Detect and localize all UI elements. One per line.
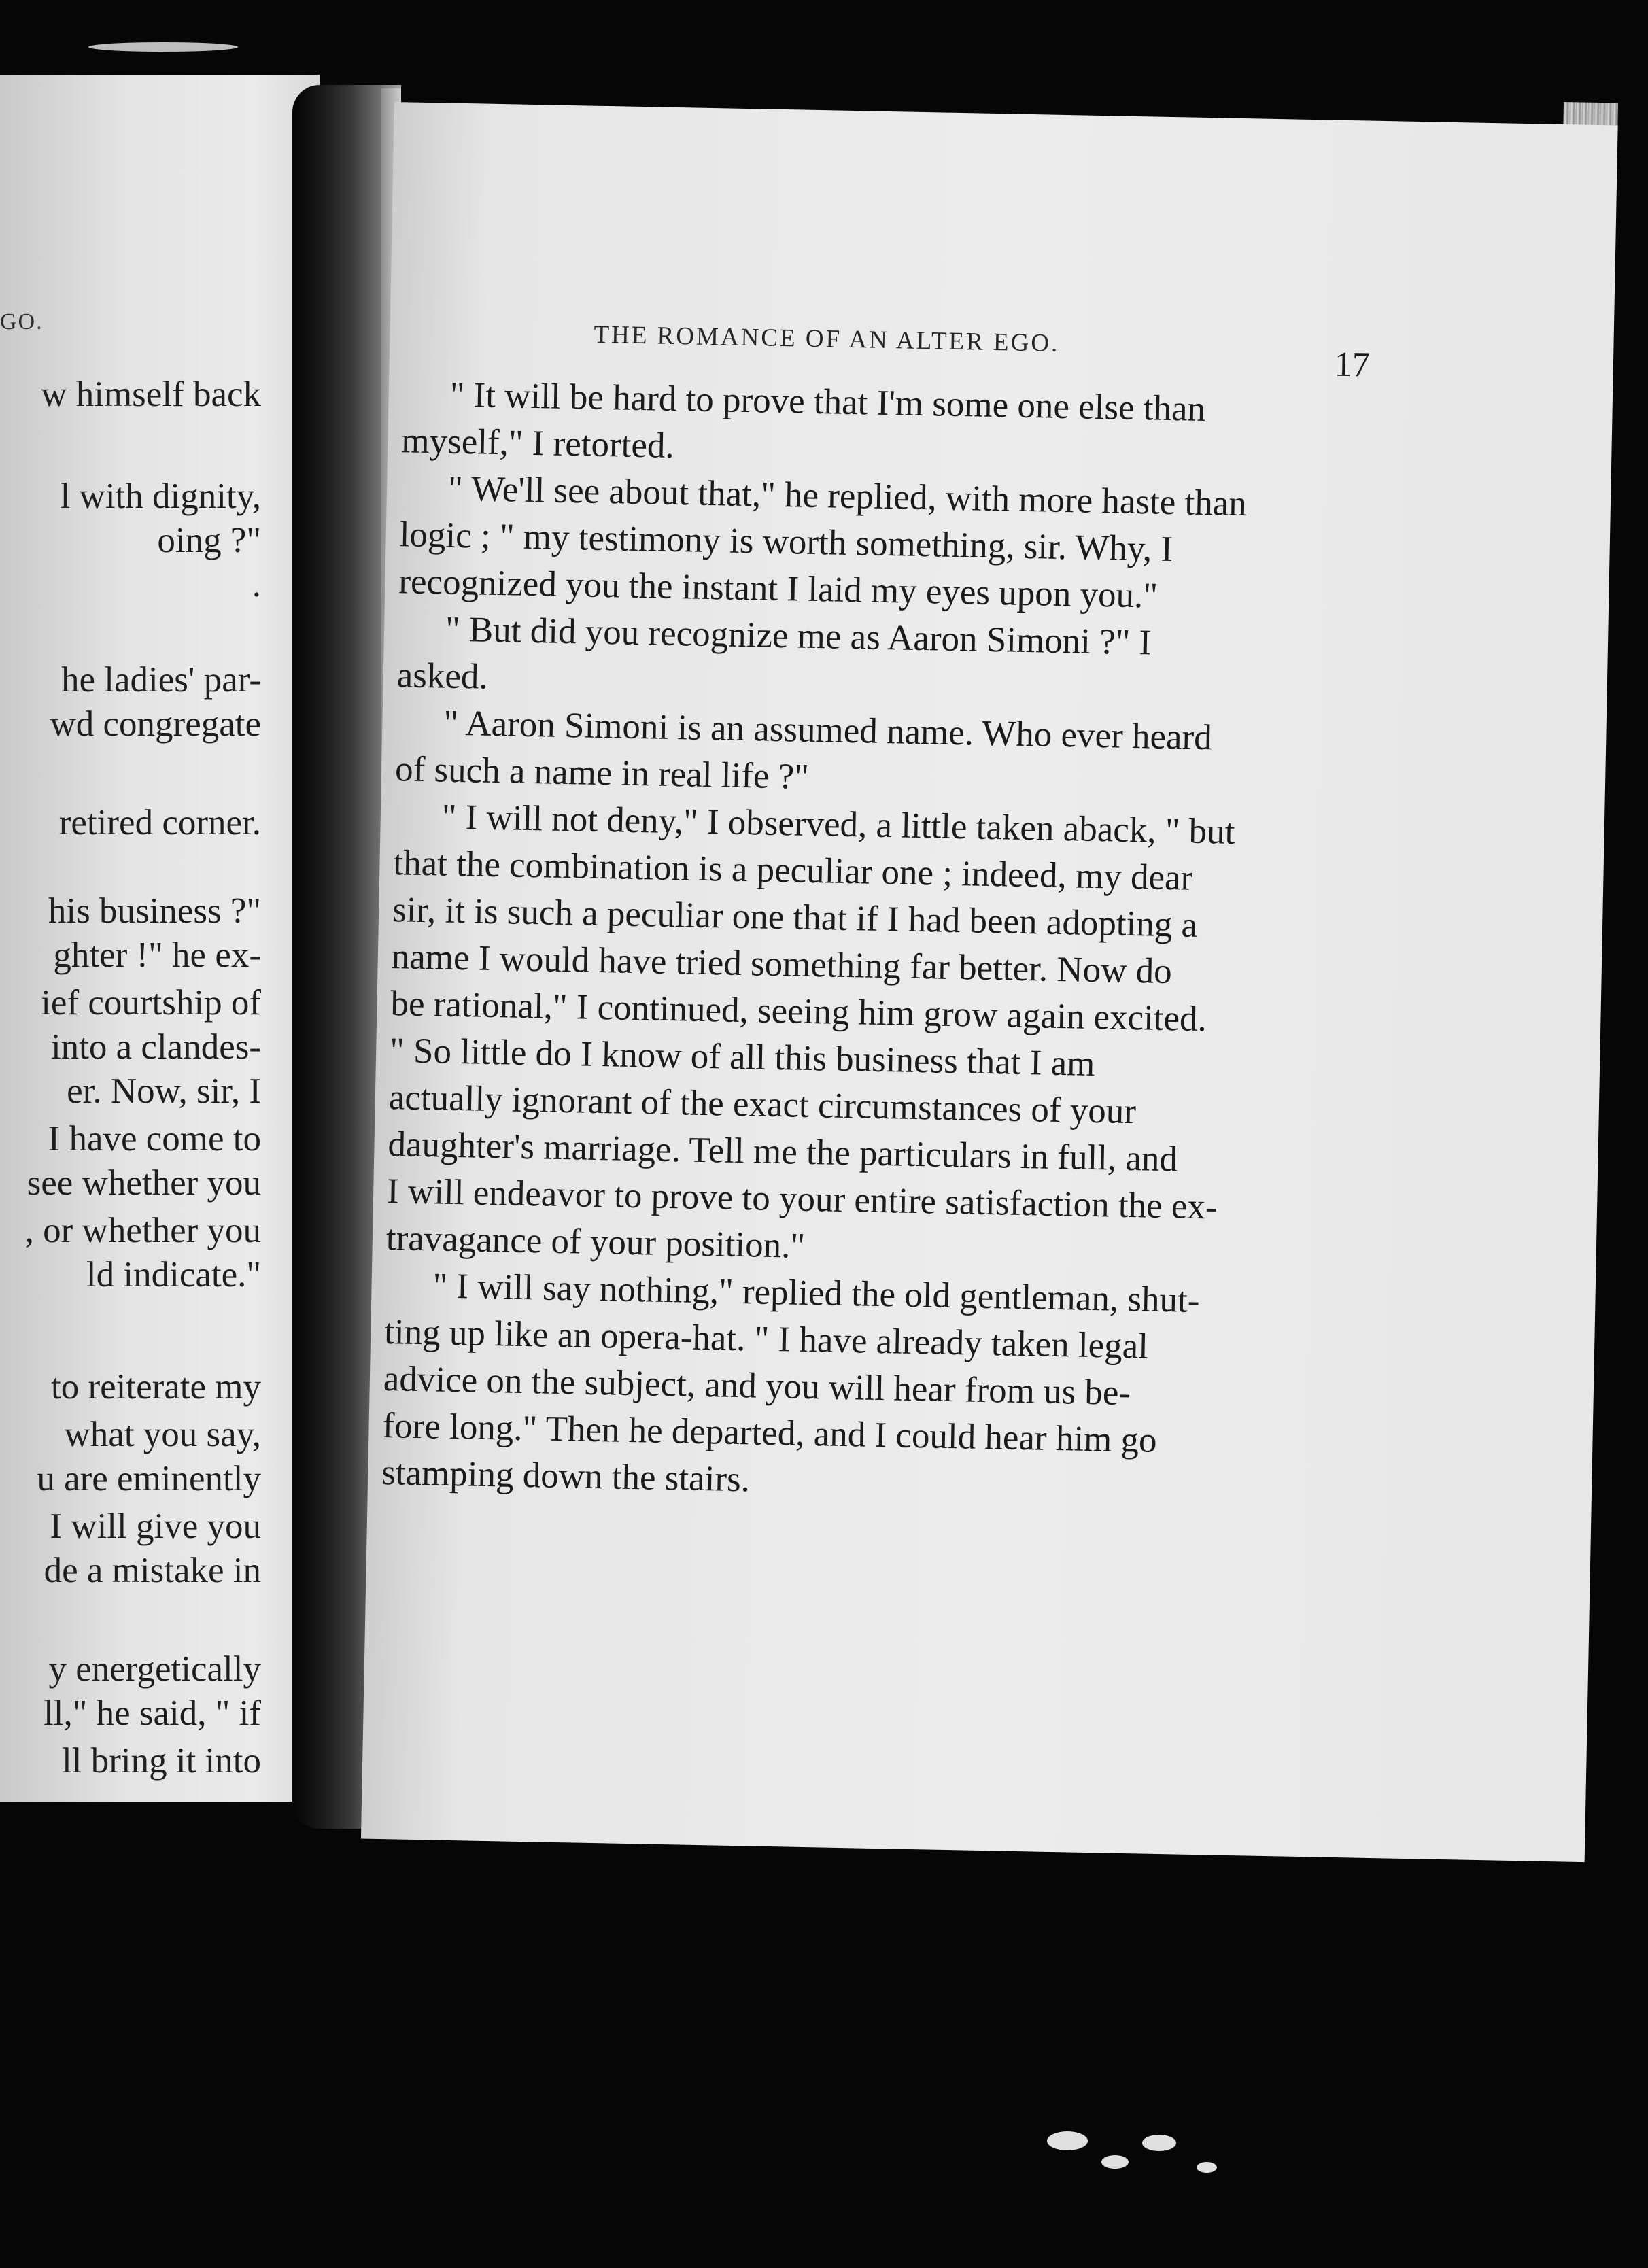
- left-line: what you say,: [64, 1415, 261, 1454]
- text-line: recognized you the instant I laid my eyes upon you.": [398, 562, 1158, 616]
- left-line: ld indicate.": [86, 1255, 261, 1294]
- left-line: ghter !" he ex-: [53, 935, 261, 975]
- right-page: [361, 102, 1618, 1862]
- text-line: be rational," I continued, seeing him grow again excited.: [390, 984, 1207, 1040]
- left-line: I have come to: [48, 1119, 261, 1158]
- running-head: THE ROMANCE OF AN ALTER EGO.: [594, 320, 1060, 358]
- left-line: into a clandes-: [50, 1027, 261, 1067]
- text-line: advice on the subject, and you will hear from us be-: [383, 1359, 1131, 1413]
- text-line: of such a name in real life ?": [394, 749, 810, 797]
- left-running-head: GO.: [0, 309, 44, 334]
- left-line: .: [252, 565, 261, 604]
- left-line: de a mistake in: [44, 1551, 261, 1590]
- text-line: " But did you recognize me as Aaron Simoni ?" I: [445, 609, 1152, 663]
- text-line: actually ignorant of the exact circumstances of your: [388, 1078, 1137, 1132]
- left-line: ll," he said, " if: [44, 1694, 261, 1733]
- left-line: wd congregate: [50, 704, 261, 744]
- text-line: logic ; " my testimony is worth something, sir. Why, I: [399, 515, 1173, 570]
- left-page-text: [0, 75, 320, 1802]
- left-line: he ladies' par-: [61, 660, 261, 700]
- dust-speck: [1197, 2162, 1217, 2173]
- left-line: retired corner.: [58, 803, 261, 842]
- text-line: " So little do I know of all this business that I am: [389, 1031, 1095, 1084]
- body-text: [381, 371, 1355, 1515]
- text-line: " It will be hard to prove that I'm some one else than: [449, 375, 1206, 429]
- left-line: ief courtship of: [41, 983, 261, 1023]
- text-line: travagance of your position.": [385, 1218, 806, 1266]
- dust-speck: [88, 42, 238, 52]
- dust-speck: [1142, 2135, 1176, 2151]
- left-line: w himself back: [41, 375, 261, 414]
- left-line: , or whether you: [24, 1211, 261, 1250]
- left-line: his business ?": [48, 891, 261, 931]
- text-line: sir, it is such a peculiar one that if I had been adopting a: [392, 890, 1198, 945]
- text-line: ting up like an opera-hat. " I have already taken legal: [383, 1312, 1149, 1367]
- text-line: name I would have tried something far better. Now do: [391, 937, 1173, 992]
- left-line: I will give you: [50, 1507, 261, 1546]
- dust-speck: [1101, 2155, 1129, 2169]
- left-line: l with dignity,: [60, 477, 261, 516]
- left-line: ll bring it into: [62, 1741, 261, 1781]
- text-line: I will endeavor to prove to your entire satisfaction the ex-: [386, 1171, 1218, 1227]
- text-line: " Aaron Simoni is an assumed name. Who ever heard: [443, 703, 1213, 758]
- text-line: that the combination is a peculiar one ; indeed, my dear: [392, 843, 1193, 898]
- left-line: oing ?": [157, 521, 261, 560]
- text-line: daughter's marriage. Tell me the particulars in full, and: [388, 1124, 1178, 1180]
- left-line: u are eminently: [37, 1459, 261, 1498]
- dust-speck: [1047, 2131, 1088, 2150]
- text-line: asked.: [396, 655, 489, 697]
- page-number: 17: [1334, 345, 1371, 385]
- left-line: to reiterate my: [50, 1367, 261, 1407]
- left-line: see whether you: [27, 1163, 261, 1203]
- left-line: y energetically: [48, 1649, 261, 1689]
- text-line: " I will say nothing," replied the old gentleman, shut-: [432, 1266, 1201, 1321]
- text-line: stamping down the stairs.: [381, 1453, 751, 1500]
- left-line: er. Now, sir, I: [67, 1071, 261, 1111]
- text-line: " We'll see about that," he replied, with more haste than: [447, 468, 1248, 524]
- left-page: [0, 75, 320, 1802]
- text-line: fore long." Then he departed, and I could hear him go: [382, 1406, 1158, 1460]
- text-line: " I will not deny," I observed, a little taken aback, " but: [441, 797, 1235, 852]
- text-line: myself," I retorted.: [400, 421, 675, 466]
